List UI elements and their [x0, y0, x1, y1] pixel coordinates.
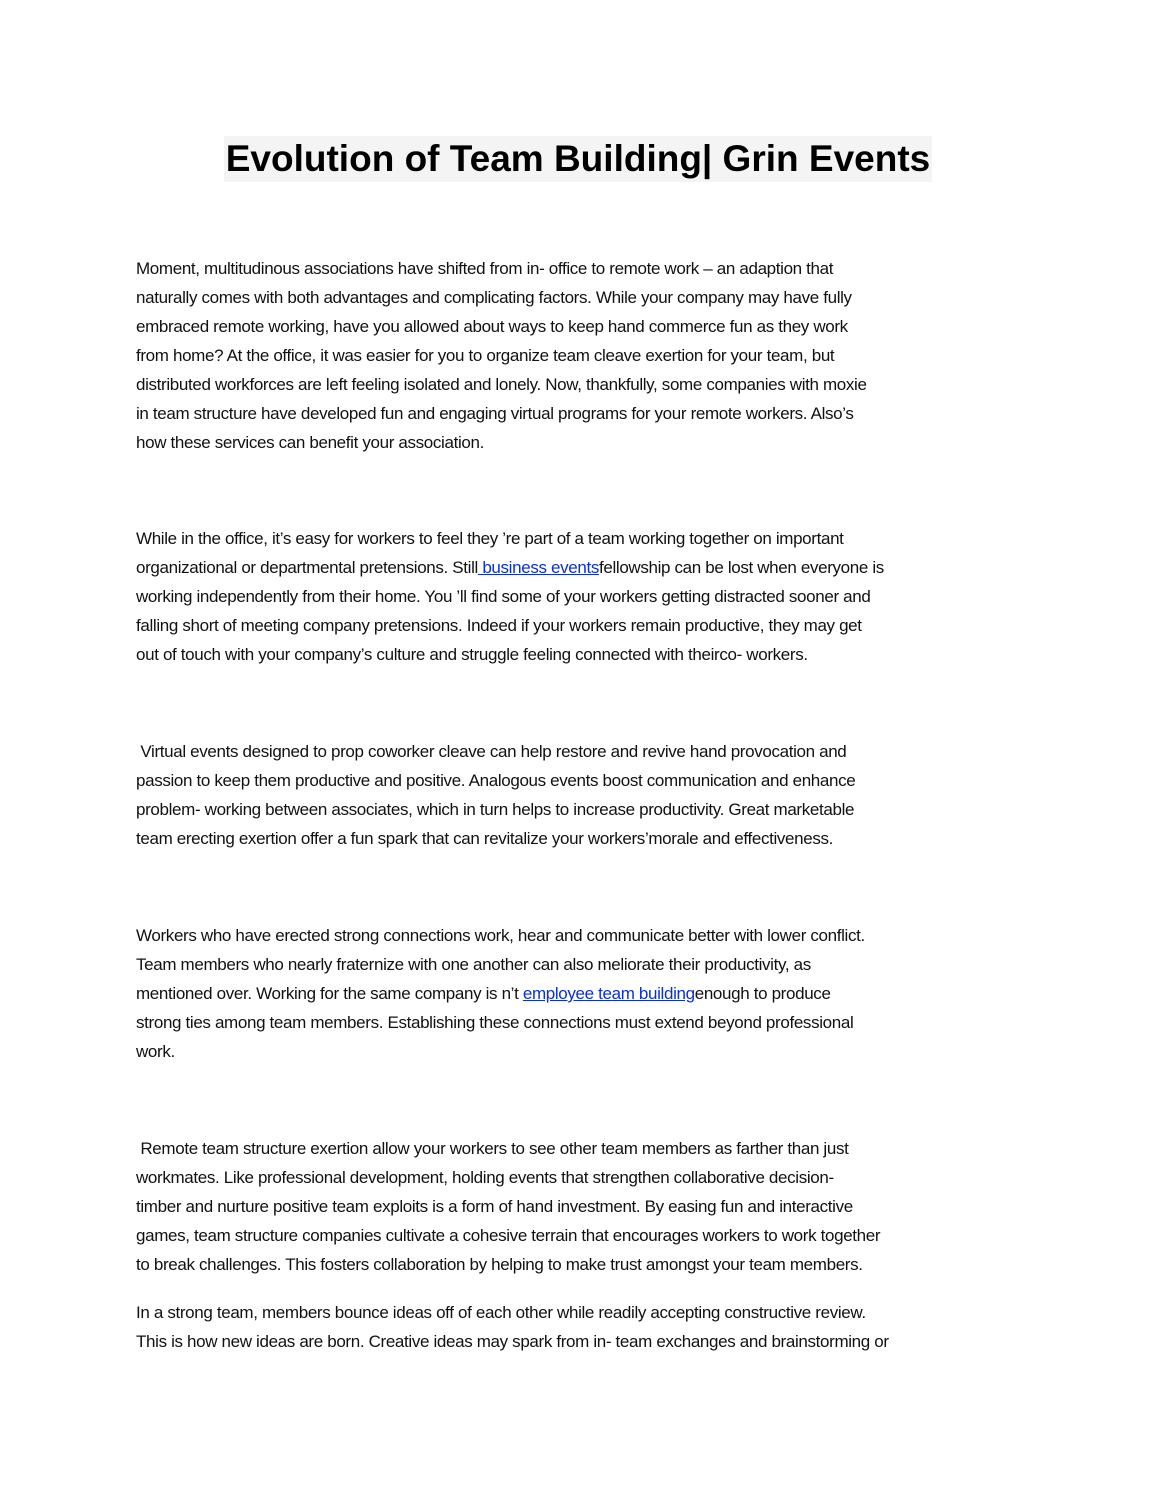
business-events-link[interactable]: business events — [477, 558, 599, 577]
text-segment: fellowship can be lost when everyone is — [598, 558, 884, 577]
text-line: games, team structure companies cultivate a cohesive terrain that encourages workers to work together — [136, 1226, 881, 1245]
employee-team-building-link[interactable]: employee team building — [522, 984, 695, 1003]
text-line: in team structure have developed fun and engaging virtual programs for your remote workers. Also’s — [136, 404, 854, 423]
text-line: Moment, multitudinous associations have shifted from in- office to remote work – an adaption that — [136, 259, 834, 278]
text-segment: enough to produce — [694, 984, 831, 1003]
document-title-wrap — [0, 136, 1156, 182]
text-line: team erecting exertion offer a fun spark that can revitalize your workers’morale and effectiveness. — [136, 829, 834, 848]
paragraph-3 — [136, 737, 1036, 853]
text-line: work. — [136, 1042, 175, 1061]
paragraph-2 — [136, 524, 1036, 669]
text-segment: organizational or departmental pretensions. Still — [136, 558, 478, 577]
text-line — [136, 553, 1036, 582]
text-line: out of touch with your company’s culture and struggle feeling connected with theirco- workers. — [136, 645, 808, 664]
text-line: workmates. Like professional development, holding events that strengthen collaborative decision- — [136, 1168, 834, 1187]
text-segment: mentioned over. Working for the same company is n’t — [136, 984, 523, 1003]
text-line: passion to keep them productive and positive. Analogous events boost communication and enhance — [136, 771, 856, 790]
text-line: problem- working between associates, which in turn helps to increase productivity. Great marketable — [136, 800, 855, 819]
document-title: Evolution of Team Building| Grin Events — [224, 136, 932, 182]
text-line: Workers who have erected strong connections work, hear and communicate better with lower conflict. — [136, 926, 865, 945]
text-line: This is how new ideas are born. Creative ideas may spark from in- team exchanges and brainstorming or — [136, 1332, 889, 1351]
paragraph-6 — [136, 1298, 1036, 1356]
text-line — [136, 979, 1036, 1008]
text-line: strong ties among team members. Establishing these connections must extend beyond professional — [136, 1013, 854, 1032]
text-line: Virtual events designed to prop coworker cleave can help restore and revive hand provocation and — [136, 742, 847, 761]
text-line: Team members who nearly fraternize with one another can also meliorate their productivity, as — [136, 955, 811, 974]
text-line: distributed workforces are left feeling isolated and lonely. Now, thankfully, some companies with moxie — [136, 375, 867, 394]
text-line: to break challenges. This fosters collaboration by helping to make trust amongst your team members. — [136, 1255, 863, 1274]
text-line: While in the office, it’s easy for workers to feel they ’re part of a team working together on important — [136, 529, 844, 548]
text-line: working independently from their home. You ’ll find some of your workers getting distracted sooner and — [136, 587, 871, 606]
paragraph-4 — [136, 921, 1036, 1066]
text-line: naturally comes with both advantages and complicating factors. While your company may have fully — [136, 288, 852, 307]
paragraph-1 — [136, 254, 1036, 457]
text-line: Remote team structure exertion allow your workers to see other team members as farther than just — [136, 1139, 849, 1158]
text-line: how these services can benefit your association. — [136, 433, 484, 452]
text-line: In a strong team, members bounce ideas off of each other while readily accepting constructive review. — [136, 1303, 866, 1322]
text-line: timber and nurture positive team exploits is a form of hand investment. By easing fun and interactive — [136, 1197, 853, 1216]
paragraph-5 — [136, 1134, 1036, 1279]
text-line: embraced remote working, have you allowed about ways to keep hand commerce fun as they work — [136, 317, 848, 336]
text-line: falling short of meeting company pretensions. Indeed if your workers remain productive, they may get — [136, 616, 862, 635]
text-line: from home? At the office, it was easier for you to organize team cleave exertion for your team, but — [136, 346, 835, 365]
